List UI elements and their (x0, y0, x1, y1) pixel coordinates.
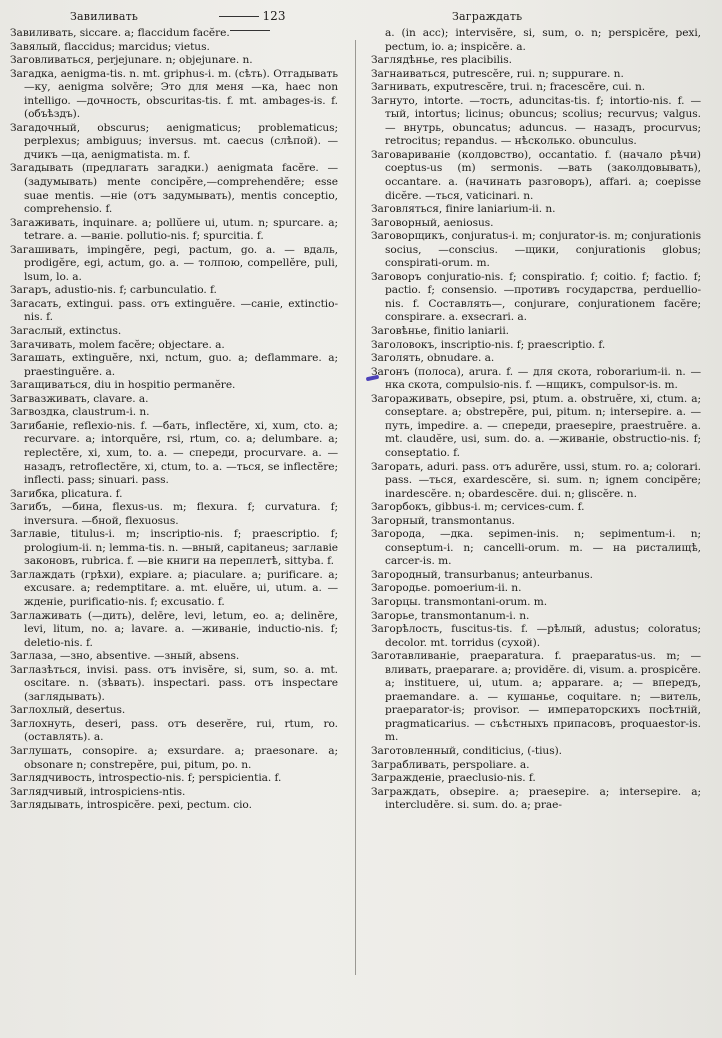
dictionary-entry: Загаслый, extinctus. (10, 325, 122, 338)
dictionary-entry: Заглохнуть, deseri, pass. отъ deserĕre, rui, rtum, ro. (оставлять). a. (10, 717, 338, 744)
dictionary-entry: Загораживать, obsepire, psi, ptum. a. obstruĕre, xi, ctum. a; conseptare. a; obstrepĕre, pui, pitum. n; intersepire. a. —путь, impedire. a. — спереди, praesepire, praestruĕre. a. mt. claudĕre, usi, sum. do. a. —живаніе, obstructio-nis. f; conseptatio. f. (371, 392, 701, 459)
dictionary-entry: Заграждать, obsepire. a; praesepire. a; intersepire. a; intercludĕre. si. sum. do. a; prae- (371, 785, 701, 812)
dictionary-entry: Загадка, aenigma-tis. n. mt. griphus-i. m. (сѣть). Отгадывать —ку, aenigma solvĕre; Это для меня —ка, haec non intelligo. —дочность, obscuritas-tis. f. mt. ambages-is. f. (объѣздъ). (10, 67, 338, 121)
dictionary-entry: Заглавіе, titulus-i. m; inscriptio-nis. f; praescriptio. f; prologium-ii. n; lemma-tis. n. —вный, capitaneus; заглавіе законовъ, rubrica. f. —віе книги на переплетѣ, sittyba. f. (10, 528, 338, 568)
dictionary-entry: Загибъ, —бина, flexus-us. m; flexura. f; curvatura. f; inversura. —бной, flexuosus. (10, 501, 338, 527)
dictionary-entry: Заговляться, finire laniarium-ii. n. (371, 203, 556, 216)
dash-decoration (219, 16, 259, 17)
right-guide-word: Заграждать (452, 10, 523, 23)
dictionary-entry: Заговоръ conjuratio-nis. f; conspiratio. f; coitio. f; factio. f; pactio. f; consensio. —противъ государства, perduellio-nis. f. Составлять—, conjurare, conjurationem facĕre; conspirare. a. exsecrari. a. (371, 270, 701, 324)
dictionary-entry: Загашать, extinguĕre, nxi, nctum, guo. a; deflammare. a; praestinguĕre. a. (10, 352, 338, 378)
dictionary-entry: Загадывать (предлагать загадки.) aenigmata facĕre. —(задумывать) mente concipĕre,—comprehendĕre; esse suae mentis. —ніе (отъ задумывать), mentis conceptio, comprehensio. f. (10, 162, 338, 216)
dictionary-entry: Загнивать, exputrescĕre, trui. n; fracescĕre, cui. n. (371, 81, 646, 94)
dictionary-entry: Загорѣлость, fuscitus-tis. f. —рѣлый, adustus; coloratus; decolor. mt. torridus (сухой). (371, 623, 701, 649)
dictionary-entry: Заглядчивость, introspectio-nis. f; perspicientia. f. (10, 772, 282, 785)
dictionary-entry: Заговариваніе (колдовство), occantatio. f. (начало рѣчи) coeptus-us (m) sermonis. —вать (заколдовывать), occantare. a. (начинать разговоръ), affari. a; coepisse dicĕre. —ться, vaticinari. n. (371, 148, 701, 202)
dictionary-entry: Загорный, transmontanus. (371, 514, 515, 527)
dictionary-entry: Заговорщикъ, conjuratus-i. m; conjurator-is. m; conjurationis socius, —conscius. —щики, conjurationis globus; conspirati-orum. m. (371, 230, 701, 270)
dictionary-entry: Загасать, extingui. pass. отъ extinguĕre. —саніе, extinctio-nis. f. (10, 297, 338, 324)
dictionary-entry: Загонъ (полоса), arura. f. — для скота, roborarium-ii. n. —нка скота, compulsio-nis. f. —нщикъ, compulsor-is. m. (371, 365, 701, 392)
dictionary-entry: Загорцы. transmontani-orum. m. (371, 595, 548, 608)
dictionary-entry: Заглохлый, desertus. (10, 704, 126, 717)
dictionary-entry: Заглядывать, introspicĕre. pexi, pectum. cio. (10, 799, 252, 812)
left-column (10, 27, 338, 813)
dictionary-entry: Завиливать, siccare. a; flaccidum facĕre. (10, 27, 230, 39)
dictionary-entry: Загорбокъ, gibbus-i. m; cervices-cum. f. (371, 501, 585, 514)
dictionary-entry: Загашивать, impingĕre, pegi, pactum, go. a. — вдаль, prodigĕre, egi, actum, go. a. — толпою, compellĕre, puli, lsum, lo. a. (10, 243, 338, 283)
dictionary-entry: Загащиваться, diu in hospitio permanĕre. (10, 379, 236, 392)
dictionary-entry: Заглаживать (—дить), delēre, levi, letum, eo. a; delinĕre, levi, litum, no. a; lavare. a. —живаніе, inductio-nis. f; deletio-nis. f. (10, 609, 338, 649)
dictionary-entry: Заглаждать (грѣхи), expiare. a; piaculare. a; purificare. a; excusare. a; redemptitare. a. mt. eluĕre, ui, utum. a. —жденіе, purificatio-nis. f; excusatio. f. (10, 568, 338, 608)
dictionary-entry: Загнаиваться, putrescĕre, rui. n; suppurare. n. (371, 67, 624, 80)
dictionary-entry: Заголять, obnudare. a. (371, 352, 495, 365)
dictionary-entry: Заграбливать, perspoliare. a. (371, 758, 530, 771)
dictionary-entry: Заговѣнье, finitio laniarii. (371, 325, 509, 338)
dictionary-entry: Заговливаться, perjejunare. n; objejunare. n. (10, 54, 253, 67)
dictionary-entry: Загачивать, molem facĕre; objectare. a. (10, 338, 225, 351)
right-column (371, 27, 701, 813)
dictionary-entry: Заголовокъ, inscriptio-nis. f; praescriptio. f. (371, 338, 606, 351)
left-guide-word: Завиливать (70, 10, 139, 23)
dictionary-entry: Загородье. pomoerium-ii. n. (371, 582, 522, 595)
dictionary-entry: Загорье, transmontanum-i. n. (371, 609, 530, 622)
dictionary-entry: Заглядчивый, introspiciens-ntis. (10, 785, 186, 798)
dictionary-entry: Загибаніе, reflexio-nis. f. —бать, inflectĕre, xi, xum, cto. a; recurvare. a; intorquĕre, rsi, rtum, co. a; delumbare. a; replectĕre, xi, xum, to. a. — спереди, procurvare. a. — назадъ, retroflectĕre, xi, ctum, to. a. —ться, se inflectĕre; inflecti. pass; sinuari. pass. (10, 419, 338, 487)
dictionary-entry: Заготовленный, conditicius, (-tius). (371, 744, 562, 757)
dictionary-entry: Загнуто, intorte. —тость, aduncitas-tis. f; intortio-nis. f. —тый, intortus; licinus; obuncus; scolius; recurvus; valgus. — внутрь, obuncatus; aduncus. — назадъ, procurvus; retrocitus; repandus. — нѣсколько. obunculus. (371, 94, 701, 148)
dictionary-entry: Загородный, transurbanus; anteurbanus. (371, 568, 593, 581)
dictionary-entry: Заготавливаніе, praeparatura. f. praeparatus-us. m; —вливать, praeparare. a; providĕre. di, visum. a. prospicĕre. a; instituere, ui, utum. a; apparare. a; — впередъ, praemandare. a. — кушанье, coquitare. n; —витель, praeparator-is; provisor. — императорскихъ посѣтній, pragmaticarius. — съѣстныхъ припасовъ, proquaestor-is. m. (371, 650, 701, 744)
dictionary-entry: Заглядѣнье, res placibilis. (371, 54, 512, 67)
dictionary-entry: Загибка, plicatura. f. (10, 487, 123, 500)
column-divider (355, 40, 356, 975)
dictionary-entry: Загаживать, inquinare. a; pollŭere ui, utum. n; spurcare. a; tetrare. a. —ваніе. pollutio-nis. f; spurcitia. f. (10, 216, 338, 243)
dictionary-entry: Загорать, aduri. pass. отъ adurĕre, ussi, stum. ro. a; colorari. pass. —ться, exardescĕre, si. sum. n; ignem concipĕre; inardescĕre. n; obardescĕre. dui. n; gliscĕre. n. (371, 460, 701, 500)
entry-continuation: a. (in acc); intervisĕre, si, sum, o. n; perspicĕre, pexi, pectum, io. a; inspicĕre. a. (385, 27, 701, 53)
dictionary-entry: Загорода, —дка. sepimen-inis. n; sepimentum-i. n; conseptum-i. n; cancelli-orum. m. — на ристалищѣ, carcer-is. m. (371, 528, 701, 568)
dictionary-entry: Загаръ, adustio-nis. f; carbunculatio. f. (10, 284, 217, 297)
dictionary-entry: Заглаза, —зно, absentive. —зный, absens. (10, 650, 240, 663)
dictionary-entry: Загвоздка, claustrum-i. n. (10, 406, 150, 419)
dictionary-entry: Загражденіе, praeclusio-nis. f. (371, 772, 536, 785)
dictionary-entry: Заглушать, consopire. a; exsurdare. a; praesonare. a; obsonare n; constrepĕre, pui, pitum, po. n. (10, 744, 338, 771)
dictionary-entry: Завялый, flaccidus; marcidus; vietus. (10, 40, 210, 53)
dictionary-entry: Загвазживать, clavare. a. (10, 392, 149, 405)
dictionary-entry: Заговорный, aeniosus. (371, 216, 494, 229)
page-number: 123 (262, 9, 286, 23)
dictionary-entry: Заглазѣться, invisi. pass. отъ invisĕre, si, sum, so. a. mt. oscitare. n. (зѣвать). inspectari. pass. отъ inspectare (заглядывать). (10, 663, 338, 703)
dictionary-entry: Загадочный, obscurus; aenigmaticus; problematicus; perplexus; ambiguus; inversus. mt. caecus (слѣпой). —дчикъ —ца, aenigmatista. m. f. (10, 121, 338, 161)
